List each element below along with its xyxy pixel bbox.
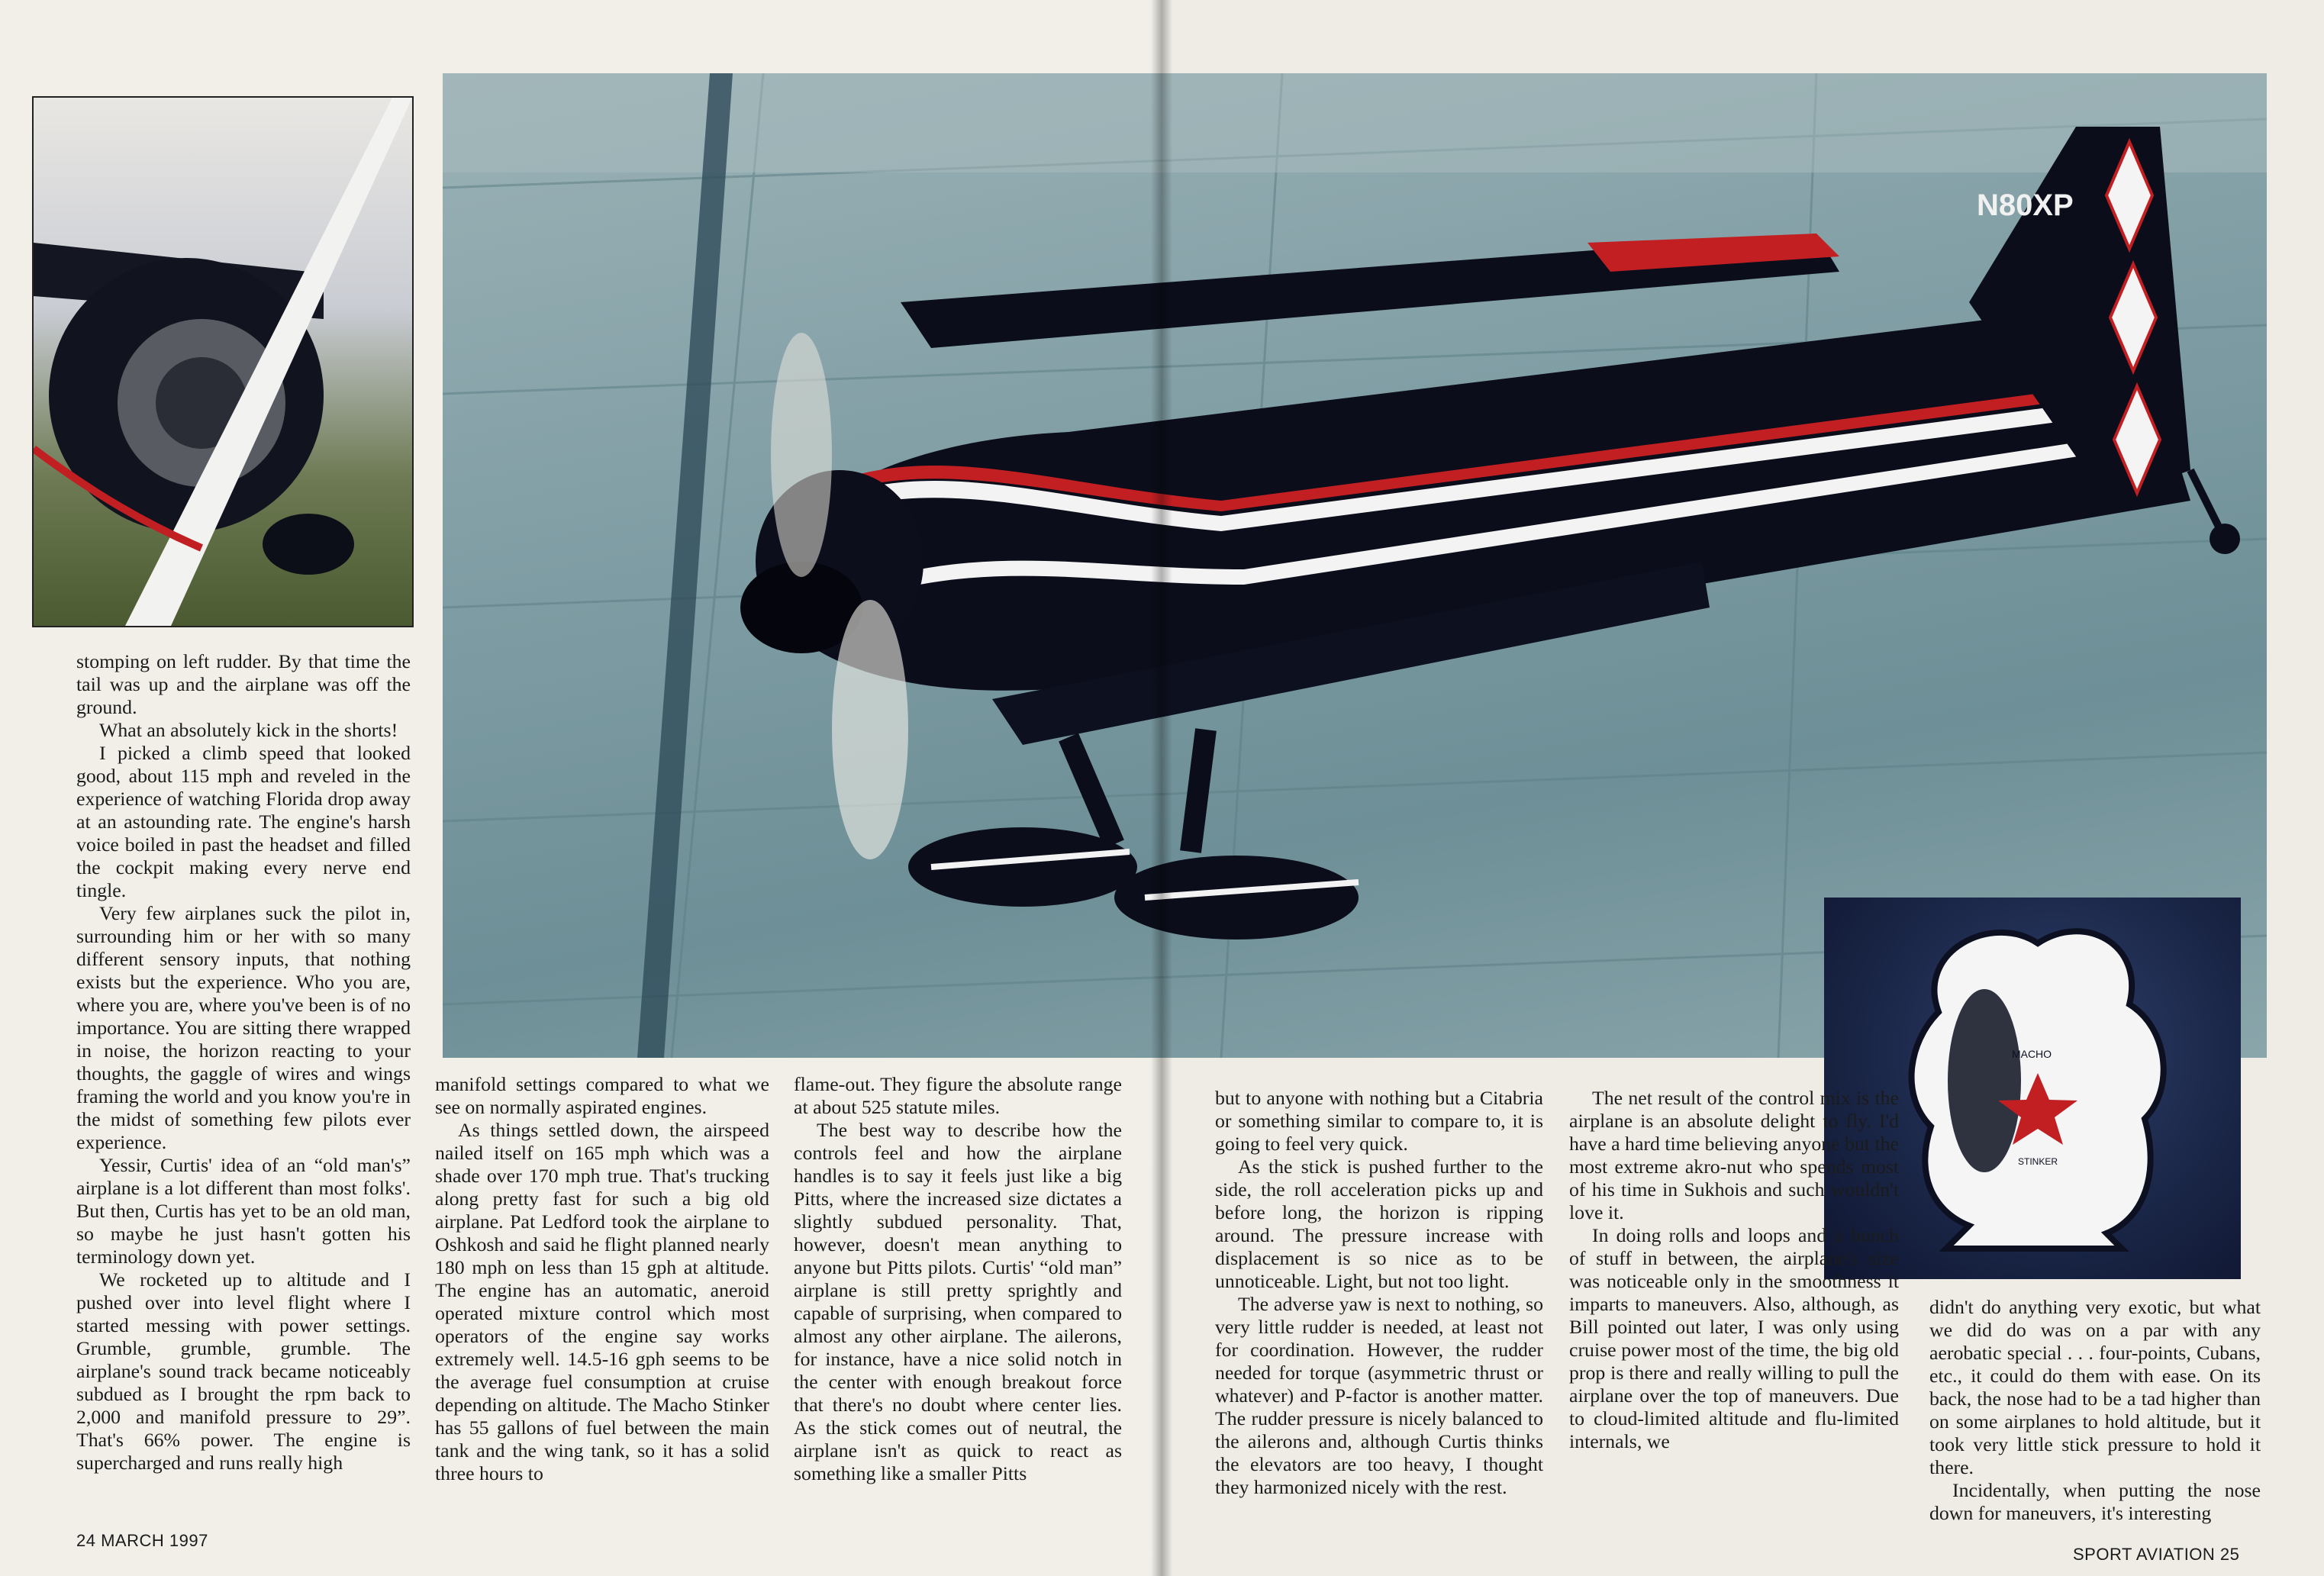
- column-2: [435, 1073, 769, 1485]
- paragraph: didn't do anything very exotic, but what we did do was on a par with any aerobatic special . . . four-points, Cubans, etc., it could do them with ease. On its back, the nose had to be a tad higher than on some airplanes to hold altitude, but it took very little stick pressure to hold it there.: [1929, 1296, 2261, 1478]
- paragraph: What an absolutely kick in the shorts!: [99, 719, 398, 741]
- paragraph: In doing rolls and loops and a bunch of stuff in between, the airplane's size was noticeable only in the smoothness it imparts to maneuvers. Also, although, as Bill pointed out later, I was only using cruise power most of the time, the big old prop is there and really willing to pull the airplane over the top of maneuvers. Due to cloud-limited altitude and flu-limited internals, we: [1569, 1224, 1899, 1452]
- paragraph: The net result of the control mix is the airplane is an absolute delight to fly. I'd have a hard time believing anyone but the most extreme akro-nut who spends most of his time in Sukhois and such wouldn't love it.: [1569, 1087, 1899, 1223]
- column-5: [1569, 1087, 1899, 1453]
- tail-number: N80XP: [1977, 189, 2074, 222]
- paragraph: We rocketed up to altitude and I pushed over into level flight where I started messing with power settings. Grumble, grumble, grumble. The airplane's sound track became noticeably subdued as I brought the rpm back to 2,000 and manifold pressure to 29”. That's 66% power. The engine is supercharged and runs really high: [76, 1268, 411, 1474]
- column-4: [1215, 1087, 1543, 1499]
- column-6: [1929, 1296, 2261, 1525]
- logo-text-top: MACHO: [2011, 1048, 2052, 1060]
- paragraph: I picked a climb speed that looked good, about 115 mph and reveled in the experience of watching Florida drop away at an astounding rate. The engine's harsh voice boiled in past the headset and filled the cockpit making every nerve end tingle.: [76, 742, 411, 901]
- paragraph: Very few airplanes suck the pilot in, surrounding him or her with so many different sensory inputs, that nothing exists but the experience. Who you are, where you are, where you've been is of no importance. You are sitting there wrapped in noise, the horizon reacting to your thoughts, the gaggle of wires and wings framing the world and you know you're in the midst of something few pilots ever experience.: [76, 902, 411, 1153]
- page-gutter: [1151, 0, 1172, 1576]
- folio-left: 24 MARCH 1997: [76, 1531, 208, 1550]
- paragraph: manifold settings compared to what we see on normally aspirated engines.: [435, 1073, 769, 1118]
- column-3: [794, 1073, 1122, 1485]
- cowling-illustration: [34, 98, 412, 626]
- folio-right: SPORT AVIATION 25: [2073, 1545, 2240, 1564]
- paragraph: As the stick is pushed further to the side, the roll acceleration picks up and before long, the horizon is ripping around. The pressure increase with displacement is so nice as to be unnoticeable. Light, but not too light.: [1215, 1155, 1543, 1292]
- column-1: [76, 650, 411, 1474]
- paragraph: flame-out. They figure the absolute range at about 525 statute miles.: [794, 1073, 1122, 1118]
- paragraph: but to anyone with nothing but a Citabria or something similar to compare to, it is going to feel very quick.: [1215, 1087, 1543, 1155]
- paragraph: Yessir, Curtis' idea of an “old man's” airplane is a lot different than most folks'. But then, Curtis has yet to be an old man, so maybe he just hasn't gotten his terminology down yet.: [76, 1154, 411, 1268]
- paragraph: Incidentally, when putting the nose down for maneuvers, it's interesting: [1929, 1479, 2261, 1524]
- cowling-closeup-photo: [32, 96, 414, 627]
- paragraph: The best way to describe how the controls feel and how the airplane handles is to say it feels just like a big Pitts, where the increased size dictates a slightly subdued personality. That, however, doesn't mean anything to anyone but Pitts pilots. Curtis' “old man” airplane is still pretty sprightly and capable of surprising, when compared to almost any other airplane. The ailerons, for instance, have a nice solid notch in the center with enough breakout force that there's no doubt where center lies. As the stick comes out of neutral, the airplane isn't as quick to react as something like a smaller Pitts: [794, 1119, 1122, 1484]
- logo-text-bottom: STINKER: [2017, 1156, 2058, 1167]
- paragraph: stomping on left rudder. By that time the tail was up and the airplane was off the ground.: [76, 650, 411, 718]
- paragraph: The adverse yaw is next to nothing, so very little rudder is needed, at least not for coordination. However, the rudder needed for torque (asymmetric thrust or whatever) and P-factor is another matter. The rudder pressure is nicely balanced to the ailerons and, although Curtis thinks the elevators are too heavy, I thought they harmonized nicely with the rest.: [1215, 1293, 1543, 1498]
- paragraph: As things settled down, the airspeed nailed itself on 165 mph which was a shade over 170 mph true. That's trucking along pretty fast for such a big old airplane. Pat Ledford took the airplane to Oshkosh and said he flight planned nearly 180 mph on less than 15 gph at altitude. The engine has an automatic, aneroid operated mixture control which most operators of the engine say works extremely well. 14.5-16 gph seems to be the average fuel consumption at cruise depending on altitude. The Macho Stinker has 55 gallons of fuel between the main tank and the wing tank, so it has a solid three hours to: [435, 1119, 769, 1484]
